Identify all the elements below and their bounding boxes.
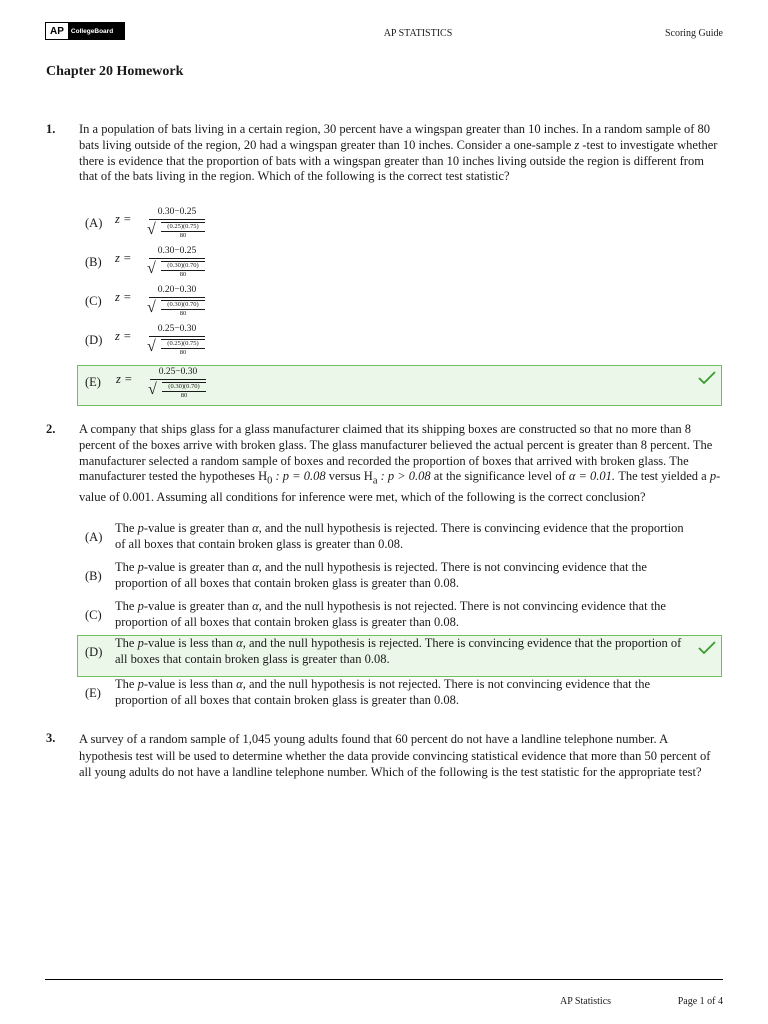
question-3-text: A survey of a random sample of 1,045 young adults found that 60 percent do not have a landline telephone number. A hypothesis test will be used to determine whether the data provide convincing statistical evidence that more than 50 percent of all young adults do not have a landline telephone number. Which of the following is the test statistic for the appropriate test? — [79, 732, 711, 779]
option-letter: (E) — [85, 375, 101, 389]
question-1-option-d[interactable]: (D) z = 0.25−0.30 √ $\frac{(0.25)(0.75)}{80}$ — [77, 323, 722, 360]
logo-collegeboard-text: CollegeBoard — [68, 23, 124, 39]
footer-page-number: Page 1 of 4 — [677, 996, 723, 1007]
option-letter: (B) — [85, 569, 102, 583]
option-letter: (C) — [85, 608, 102, 622]
option-letter: (C) — [85, 294, 102, 308]
option-letter: (D) — [85, 645, 103, 659]
square-root-icon: √ — [147, 221, 156, 238]
option-letter: (D) — [85, 333, 103, 347]
header-course-title: AP STATISTICS — [383, 28, 453, 39]
question-2-option-a[interactable] — [77, 520, 722, 557]
formula-numerator: 0.25−0.30 — [149, 324, 205, 337]
question-1-option-c[interactable]: (C) z = 0.20−0.30 √ $\frac{(0.30)(0.70)}{80}$ — [77, 284, 722, 321]
question-1-option-e-correct[interactable]: (E) z = 0.25−0.30 √ $\frac{(0.30)(0.70)}{80}$ — [77, 365, 722, 406]
header-scoring-guide: Scoring Guide — [664, 28, 723, 39]
correct-checkmark-icon — [697, 370, 717, 386]
option-letter: (A) — [85, 530, 103, 544]
question-2-number: 2. — [46, 422, 56, 436]
question-2-option-b[interactable] — [77, 559, 722, 596]
question-2-option-c[interactable] — [77, 598, 722, 635]
option-text: The p-value is greater than α, and the null hypothesis is not rejected. There is not convincing evidence that the proportion of all boxes that contain broken glass is greater than 0.08. — [115, 599, 666, 629]
square-root-icon: √ — [147, 260, 156, 277]
option-text: The p-value is greater than α, and the null hypothesis is rejected. There is convincing evidence that the proportion of all boxes that contain broken glass is greater than 0.08. — [115, 521, 684, 551]
question-1-option-a[interactable]: (A) z = 0.30−0.25 √ $\frac{(0.25)(0.75)}{80}$ — [77, 206, 722, 243]
footer-divider — [45, 979, 723, 980]
question-1-number: 1. — [46, 122, 56, 136]
formula-numerator: 0.25−0.30 — [150, 367, 206, 380]
question-2-option-e[interactable] — [77, 676, 722, 713]
option-letter: (B) — [85, 255, 102, 269]
logo-ap-text: AP — [46, 23, 68, 39]
formula-numerator: 0.30−0.25 — [149, 207, 205, 220]
footer-course: AP Statistics — [560, 996, 612, 1007]
square-root-icon: √ — [147, 338, 156, 355]
square-root-icon: √ — [147, 299, 156, 316]
option-letter: (E) — [85, 686, 101, 700]
question-2-option-d-correct[interactable] — [77, 635, 722, 677]
option-text: The p-value is greater than α, and the null hypothesis is rejected. There is not convincing evidence that the proportion of all boxes that contain broken glass is greater than 0.08. — [115, 560, 647, 590]
option-letter: (A) — [85, 216, 103, 230]
question-1-option-b[interactable]: (B) z = 0.30−0.25 √ $\frac{(0.30)(0.70)}{80}$ — [77, 245, 722, 282]
question-2-text: A company that ships glass for a glass manufacturer claimed that its shipping boxes are constructed so that no more than 8 percent of the boxes arrive with broken glass. The glass manufacturer believed the actual percent is greater than 8 percent. The manufacturer selected a random sample of boxes and recorded the proportion of boxes that arrived with broken glass. The manufacturer tested the hypotheses $H_0$ : p = 0.08 versus $H_a$ : p > 0.08 at the significance level of α = 0.01. The test yielded a p-value of 0.001. Assuming all conditions for inference were met, which of the following is the correct conclusion? — [79, 422, 721, 504]
square-root-icon: √ — [148, 381, 157, 398]
question-1-text: In a population of bats living in a certain region, 30 percent have a wingspan greater than 10 inches. In a random sample of 80 bats living outside of the region, 20 had a wingspan greater than 10 inches. Consider a one-sample z -test to investigate whether there is evidence that the proportion of bats with a wingspan greater than 10 inches living outside the region is different from that of the bats living in the region. Which of the following is the correct test statistic? — [79, 122, 718, 184]
page-title: Chapter 20 Homework — [46, 64, 184, 79]
option-text: The p-value is less than α, and the null hypothesis is not rejected. There is not convincing evidence that the proportion of all boxes that contain broken glass is greater than 0.08. — [115, 677, 651, 707]
correct-checkmark-icon — [697, 640, 717, 656]
option-text: The p-value is less than α, and the null hypothesis is rejected. There is convincing evidence that the proportion of all boxes that contain broken glass is greater than 0.08. — [115, 636, 682, 666]
formula-numerator: 0.30−0.25 — [149, 246, 205, 259]
question-3-number: 3. — [46, 731, 56, 745]
formula-numerator: 0.20−0.30 — [149, 285, 205, 298]
